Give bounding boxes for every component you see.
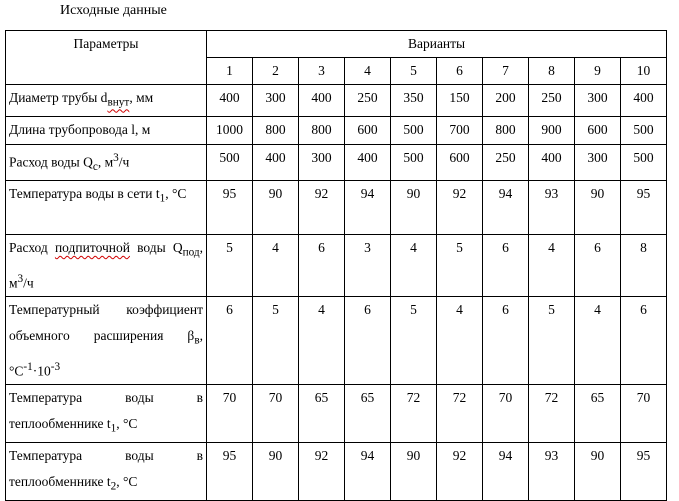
table-cell: 5 (391, 297, 437, 385)
table-cell: 600 (345, 116, 391, 144)
table-cell: 70 (483, 385, 529, 443)
variant-number: 6 (437, 58, 483, 85)
table-cell: 90 (391, 180, 437, 234)
table-cell: 800 (253, 116, 299, 144)
table-row (6, 385, 667, 443)
table-cell: 300 (299, 144, 345, 180)
table-cell: 300 (575, 144, 621, 180)
table-cell: 800 (483, 116, 529, 144)
variant-number: 7 (483, 58, 529, 85)
table-cell: 72 (391, 385, 437, 443)
table-cell: 6 (575, 234, 621, 296)
variant-number: 10 (621, 58, 667, 85)
table-cell: 92 (299, 180, 345, 234)
table-cell: 4 (299, 297, 345, 385)
table-cell: 3 (345, 234, 391, 296)
table-cell: 4 (391, 234, 437, 296)
table-row (6, 116, 667, 144)
table-cell: 400 (253, 144, 299, 180)
table-cell: 70 (207, 385, 253, 443)
table-row (6, 442, 667, 500)
table-cell: 250 (483, 144, 529, 180)
variant-number: 2 (253, 58, 299, 85)
variant-number: 4 (345, 58, 391, 85)
table-cell: 4 (437, 297, 483, 385)
table-cell: 300 (253, 85, 299, 117)
table-cell: 6 (621, 297, 667, 385)
table-cell: 6 (483, 234, 529, 296)
table-row (6, 85, 667, 117)
row-label-water-flow: Расход воды $Q_c$, $м^3/ч$ (6, 144, 207, 180)
table-cell: 600 (575, 116, 621, 144)
table-cell: 4 (253, 234, 299, 296)
table-cell: 65 (345, 385, 391, 443)
variant-number: 9 (575, 58, 621, 85)
table-cell: 150 (437, 85, 483, 117)
table-cell: 600 (437, 144, 483, 180)
table-cell: 6 (345, 297, 391, 385)
table-cell: 6 (207, 297, 253, 385)
table-cell: 5 (437, 234, 483, 296)
table-cell: 500 (621, 144, 667, 180)
table-row (6, 180, 667, 234)
table-cell: 94 (345, 442, 391, 500)
table-cell: 350 (391, 85, 437, 117)
table-cell: 500 (621, 116, 667, 144)
table-cell: 65 (299, 385, 345, 443)
table-cell: 400 (529, 144, 575, 180)
table-cell: 6 (483, 297, 529, 385)
variant-number: 5 (391, 58, 437, 85)
table-cell: 95 (621, 442, 667, 500)
row-label-makeup-flow: Расход подпиточной воды $Q_{под}$, $м^3/ч$ (6, 234, 207, 296)
row-label-expansion-coeff: Температурный коэффициент объемного расширения $\beta_в$, $^\circ С^{-1}\cdot 10^{-3}$ (6, 297, 207, 385)
table-cell: 500 (391, 144, 437, 180)
table-cell: 400 (345, 144, 391, 180)
table-cell: 94 (483, 180, 529, 234)
table-cell: 92 (437, 442, 483, 500)
table-cell: 200 (483, 85, 529, 117)
table-cell: 92 (299, 442, 345, 500)
table-row (6, 297, 667, 385)
table-row (6, 144, 667, 180)
table-cell: 5 (207, 234, 253, 296)
table-cell: 700 (437, 116, 483, 144)
table-cell: 90 (575, 442, 621, 500)
params-header: Параметры (6, 31, 207, 85)
variants-header: Варианты (207, 31, 667, 58)
table-header-row (6, 31, 667, 58)
table-cell: 4 (529, 234, 575, 296)
table-cell: 95 (621, 180, 667, 234)
table-cell: 90 (253, 442, 299, 500)
table-cell: 72 (529, 385, 575, 443)
row-label-pipe-length: Длина трубопровода l, м (6, 116, 207, 144)
table-cell: 800 (299, 116, 345, 144)
table-cell: 72 (437, 385, 483, 443)
table-row (6, 234, 667, 296)
table-caption: Исходные данные (60, 3, 167, 18)
table-cell: 95 (207, 442, 253, 500)
table-cell: 500 (207, 144, 253, 180)
table-cell: 250 (345, 85, 391, 117)
table-cell: 90 (253, 180, 299, 234)
table-cell: 400 (621, 85, 667, 117)
table-cell: 250 (529, 85, 575, 117)
table-cell: 93 (529, 442, 575, 500)
source-data-table (5, 30, 667, 501)
table-cell: 1000 (207, 116, 253, 144)
table-cell: 8 (621, 234, 667, 296)
variant-number: 8 (529, 58, 575, 85)
table-cell: 5 (253, 297, 299, 385)
table-cell: 70 (621, 385, 667, 443)
table-cell: 70 (253, 385, 299, 443)
table-cell: 5 (529, 297, 575, 385)
table-cell: 65 (575, 385, 621, 443)
row-label-network-temp: Температура воды в сети $t_1$, °С (6, 180, 207, 234)
table-cell: 900 (529, 116, 575, 144)
row-label-hx-temp-1: Температура воды в теплообменнике $t_1$, °С (6, 385, 207, 443)
table-cell: 6 (299, 234, 345, 296)
table-cell: 500 (391, 116, 437, 144)
table-cell: 94 (483, 442, 529, 500)
variant-number: 3 (299, 58, 345, 85)
row-label-pipe-diameter: Диаметр трубы $d_{внут}$, мм (6, 85, 207, 117)
table-cell: 90 (391, 442, 437, 500)
table-cell: 94 (345, 180, 391, 234)
table-cell: 92 (437, 180, 483, 234)
table-cell: 300 (575, 85, 621, 117)
row-label-hx-temp-2: Температура воды в теплообменнике $t_2$, °С (6, 442, 207, 500)
variant-number: 1 (207, 58, 253, 85)
table-cell: 93 (529, 180, 575, 234)
table-cell: 90 (575, 180, 621, 234)
table-cell: 400 (207, 85, 253, 117)
table-cell: 400 (299, 85, 345, 117)
table-cell: 4 (575, 297, 621, 385)
table-cell: 95 (207, 180, 253, 234)
